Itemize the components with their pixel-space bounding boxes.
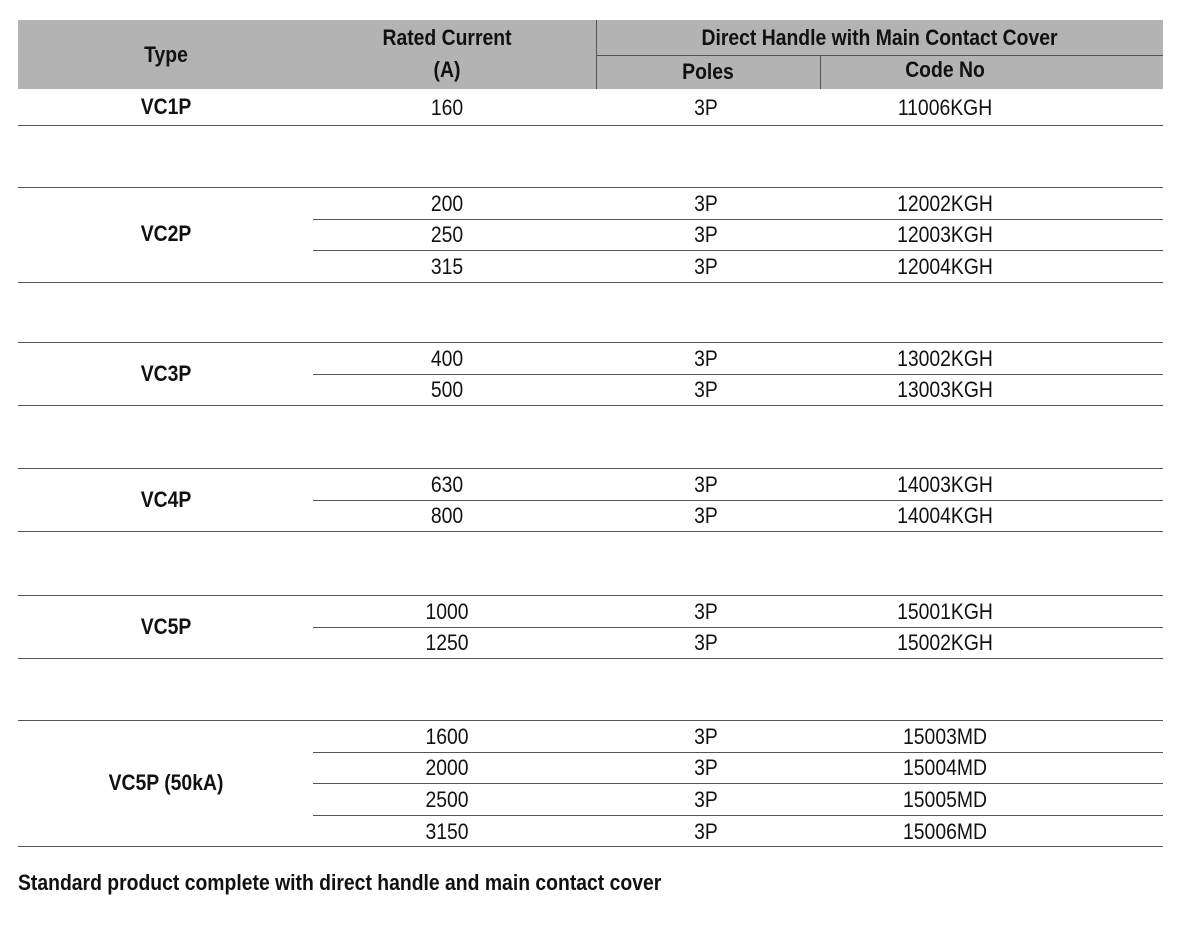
code-cell: 15002KGH [897,630,993,656]
header-poles: Poles [682,59,734,84]
code-cell: 13002KGH [897,345,993,371]
poles-cell: 3P [694,755,718,781]
code-cell: 14003KGH [897,471,993,497]
code-cell: 12002KGH [897,190,993,216]
code-cell: 11006KGH [897,95,993,120]
poles-cell: 3P [694,190,718,216]
row-divider [313,500,1163,501]
code-cell: 15003MD [903,723,987,749]
code-cell: 15005MD [903,787,987,812]
type-cell: VC1P [140,94,192,119]
footnote: Standard product complete with direct handle and main contact cover [18,870,662,895]
code-cell: 14004KGH [897,503,993,529]
current-cell: 2000 [425,755,469,781]
poles-cell: 3P [694,222,718,248]
group-divider [18,720,1163,721]
group-divider [18,187,1163,188]
current-cell: 1250 [425,630,469,656]
header-rated-current-unit: (A) [433,57,461,82]
group-divider [18,531,1163,532]
type-cell: VC5P (50kA) [108,770,224,796]
code-cell: 15004MD [903,755,987,781]
poles-cell: 3P [694,471,718,497]
group-divider [18,468,1163,469]
current-cell: 250 [430,222,464,248]
group-divider [18,282,1163,283]
poles-cell: 3P [694,345,718,371]
current-cell: 500 [430,377,464,403]
poles-cell: 3P [694,630,718,656]
poles-cell: 3P [694,377,718,403]
current-cell: 315 [430,254,464,279]
group-divider [18,342,1163,343]
header-rated-current: Rated Current [382,25,512,50]
poles-cell: 3P [694,95,718,120]
header-code-no: Code No [905,57,985,82]
header-divider [596,55,1163,56]
row-divider [313,815,1163,816]
header-divider [820,55,821,89]
code-cell: 12004KGH [897,254,993,279]
current-cell: 1000 [425,598,469,624]
row-divider [313,752,1163,753]
group-divider [18,846,1163,847]
row-divider [313,374,1163,375]
current-cell: 2500 [425,787,469,812]
current-cell: 400 [430,345,464,371]
group-divider [18,658,1163,659]
poles-cell: 3P [694,503,718,529]
code-cell: 12003KGH [897,222,993,248]
type-cell: VC5P [140,613,192,639]
row-divider [313,250,1163,251]
current-cell: 160 [430,95,464,120]
poles-cell: 3P [694,818,718,844]
row-divider [313,783,1163,784]
current-cell: 3150 [425,818,469,844]
group-divider [18,125,1163,126]
poles-cell: 3P [694,254,718,279]
code-cell: 15006MD [903,818,987,844]
poles-cell: 3P [694,598,718,624]
header-group: Direct Handle with Main Contact Cover [701,25,1058,50]
row-divider [313,627,1163,628]
type-cell: VC2P [140,221,192,247]
group-divider [18,405,1163,406]
row-divider [313,219,1163,220]
header-type: Type [144,42,188,67]
current-cell: 200 [430,190,464,216]
current-cell: 1600 [425,723,469,749]
poles-cell: 3P [694,723,718,749]
group-divider [18,595,1163,596]
current-cell: 800 [430,503,464,529]
code-cell: 13003KGH [897,377,993,403]
current-cell: 630 [430,471,464,497]
type-cell: VC3P [140,360,192,386]
type-cell: VC4P [140,486,192,512]
poles-cell: 3P [694,787,718,812]
code-cell: 15001KGH [897,598,993,624]
